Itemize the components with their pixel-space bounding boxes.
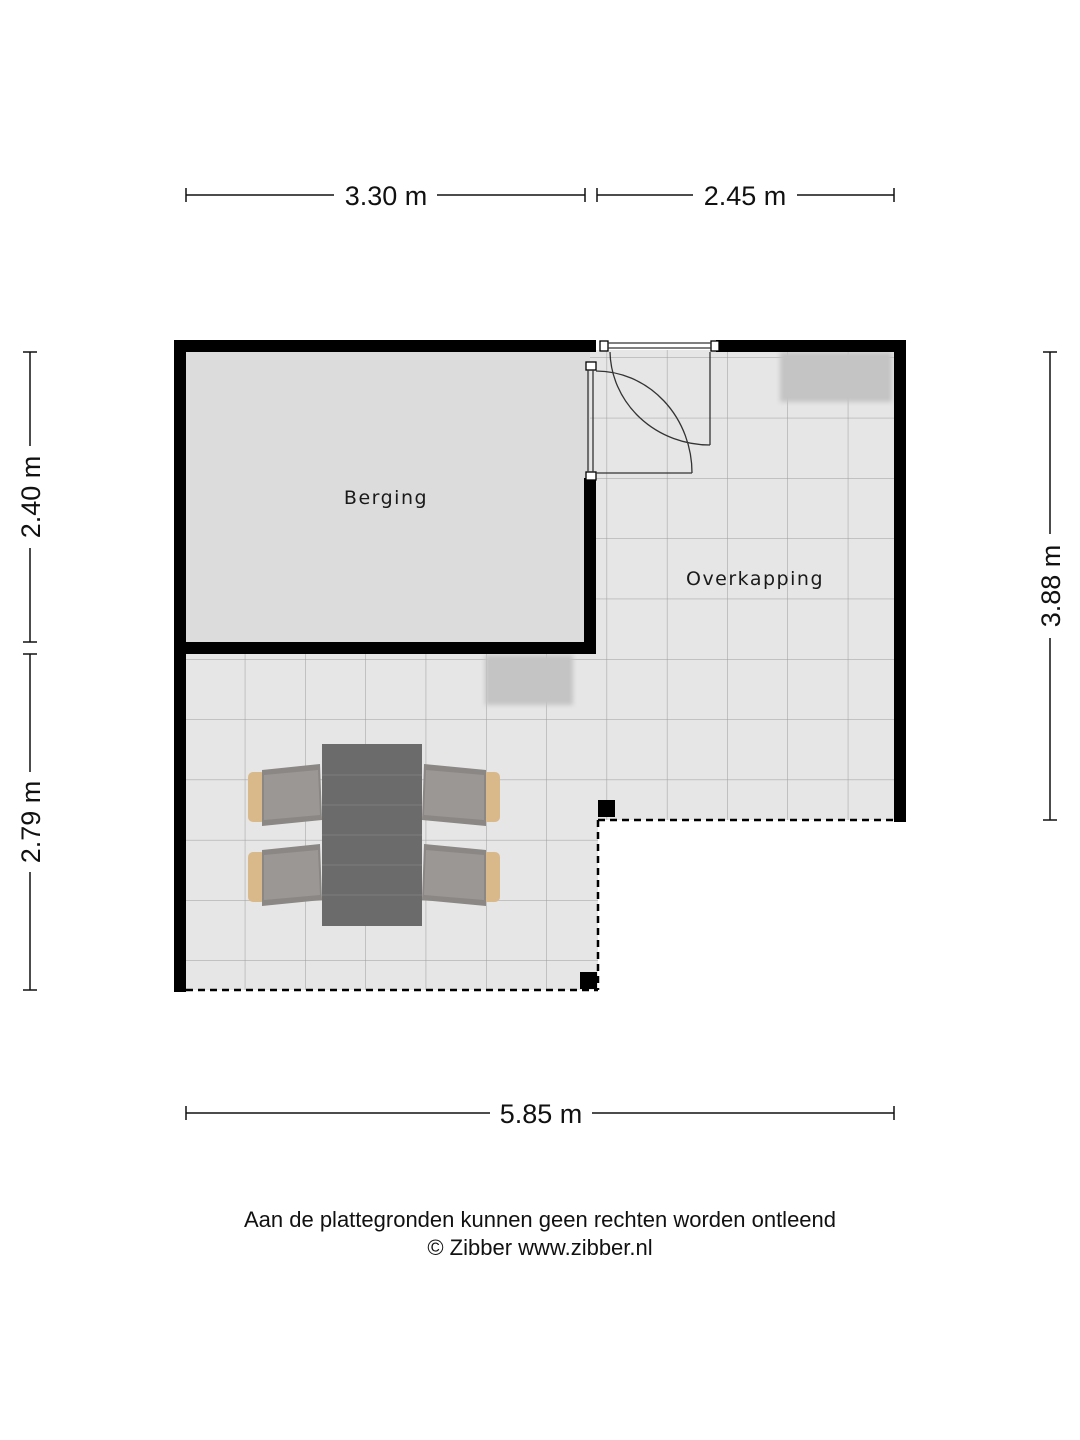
chair-left-lower xyxy=(248,844,322,906)
chair-right-lower xyxy=(422,844,500,906)
dimension-left-upper: 2.40 m xyxy=(16,455,46,539)
column-post xyxy=(580,972,597,989)
room-label-overkapping: Overkapping xyxy=(685,568,825,590)
column-post xyxy=(598,800,615,817)
room-label-berging: Berging xyxy=(343,487,429,509)
dimension-left-lower: 2.79 m xyxy=(16,780,46,864)
dimension-right: 3.88 m xyxy=(1036,544,1066,628)
counter-top-right xyxy=(780,352,892,402)
counter-center xyxy=(485,655,573,705)
dimension-top-right: 2.45 m xyxy=(703,181,787,211)
dimension-bottom: 5.85 m xyxy=(499,1099,583,1129)
footer-disclaimer: Aan de plattegronden kunnen geen rechten worden ontleend xyxy=(243,1207,837,1232)
footer-copyright: © Zibber www.zibber.nl xyxy=(427,1235,653,1260)
dimension-top-left: 3.30 m xyxy=(344,181,428,211)
chair-right-upper xyxy=(422,764,500,826)
chair-left-upper xyxy=(248,764,322,826)
